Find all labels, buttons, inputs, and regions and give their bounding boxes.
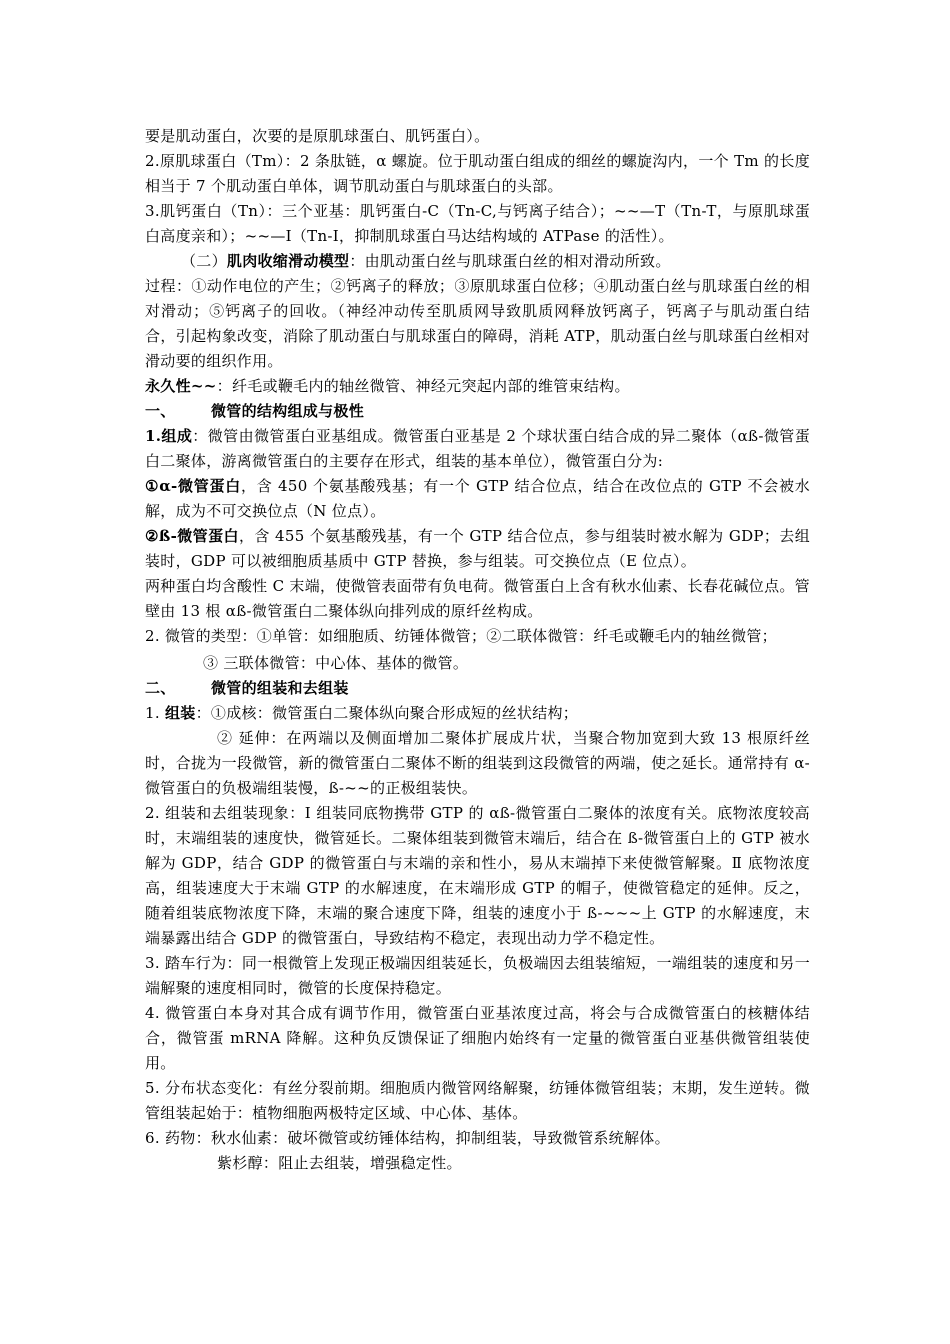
paragraph-taxol: 紫杉醇：阻止去组装，增强稳定性。 — [217, 1154, 462, 1172]
paragraph-c-terminus: 两种蛋白均含酸性 C 末端，使微管表面带有负电荷。微管蛋白上含有秋水仙素、长春花碱位点。管壁由 13 根 αß-微管蛋白二聚体纵向排列成的原纤丝构成。 — [145, 577, 810, 620]
paragraph-troponin: 3.肌钙蛋白（Tn）：三个亚基：肌钙蛋白-C（Tn-C,与钙离子结合）；~~—T（Tn-T，与原肌球蛋白高度亲和）；~~—I（Tn-I，抑制肌球蛋白马达结构域的 ATPase 的活性）。 — [145, 202, 810, 245]
paragraph-assembly — [145, 701, 810, 726]
heading-number: 二、 — [145, 679, 176, 697]
term-permanent: 永久性~~ — [145, 377, 217, 395]
paragraph-permanent — [145, 374, 810, 399]
paragraph-dynamics: 2. 组装和去组装现象：Ⅰ 组装同底物携带 GTP 的 αß-微管蛋白二聚体的浓度有关。底物浓度较高时，末端组装的速度快，微管延长。二聚体组装到微管末端后，结合在 ß-微管蛋白上的 GTP 被水解为 GDP，结合 GDP 的微管蛋白与末端的亲和性小，易从末端掉下来使微管解聚。Ⅱ 底物浓度高，组装速度大于末端 GTP 的水解速度，在末端形成 GTP 的帽子，使微管稳定的延伸。反之，随着组装底物浓度下降，末端的聚合速度下降，组装的速度小于 ß-~~~上 GTP 的水解速度，末端暴露出结合 GDP 的微管蛋白，导致结构不稳定，表现出动力学不稳定性。 — [145, 804, 810, 947]
term-sliding-model: 肌肉收缩滑动模型 — [226, 252, 350, 270]
heading-assembly — [145, 676, 810, 701]
paragraph-text: ，含 455 个氨基酸残基，有一个 GTP 结合位点，参与组装时被水解为 GDP；去组装时，GDP 可以被细胞质基质中 GTP 替换，参与组装。可交换位点（E 位点）。 — [145, 527, 810, 570]
term-beta-tubulin: ②ß-微管蛋白 — [145, 527, 239, 545]
paragraph-process: 过程：①动作电位的产生；②钙离子的释放；③原肌球蛋白位移；④肌动蛋白丝与肌球蛋白丝的相对滑动；⑤钙离子的回收。（神经冲动传至肌质网导致肌质网释放钙离子，钙离子与肌动蛋白结合，引起构象改变，消除了肌动蛋白与肌球蛋白的障碍，消耗 ATP，肌动蛋白丝与肌球蛋白丝相对滑动要的组织作用。 — [145, 277, 810, 370]
paragraph-sliding-model — [145, 249, 810, 274]
paragraph-distribution: 5. 分布状态变化：有丝分裂前期。细胞质内微管网络解聚，纺锤体微管组装；末期，发生逆转。微管组装起始于：植物细胞两极特定区域、中心体、基体。 — [145, 1079, 810, 1122]
paragraph-text: ：①成核：微管蛋白二聚体纵向聚合形成短的丝状结构； — [195, 704, 579, 722]
term-assembly: 组装 — [164, 704, 196, 722]
paragraph-text: ：纤毛或鞭毛内的轴丝微管、神经元突起内部的维管束结构。 — [216, 377, 630, 395]
paragraph-alpha-tubulin — [145, 474, 810, 524]
document-body — [145, 124, 810, 1176]
paragraph-regulation: 4. 微管蛋白本身对其合成有调节作用，微管蛋白亚基浓度过高，将会与合成微管蛋白的核糖体结合，微管蛋 mRNA 降解。这种负反馈保证了细胞内始终有一定量的微管蛋白亚基供微管组装使用。 — [145, 1004, 810, 1072]
paragraph-beta-tubulin — [145, 524, 810, 574]
paragraph-text: ：由肌动蛋白丝与肌球蛋白丝的相对滑动所致。 — [349, 252, 671, 270]
paragraph: 要是肌动蛋白，次要的是原肌球蛋白、肌钙蛋白）。 — [145, 127, 490, 145]
term-alpha-tubulin: ①α-微管蛋白 — [145, 477, 241, 495]
paragraph-text: ：微管由微管蛋白亚基组成。微管蛋白亚基是 2 个球状蛋白结合成的异二聚体（αß-微管蛋白二聚体，游离微管蛋白的主要存在形式，组装的基本单位），微管蛋白分为: — [145, 427, 811, 470]
item-number: 1. — [145, 704, 165, 722]
paragraph-drugs: 6. 药物：秋水仙素：破坏微管或纺锤体结构，抑制组装，导致微管系统解体。 — [145, 1129, 670, 1147]
paragraph-composition — [145, 424, 810, 474]
section-prefix: （二） — [181, 252, 227, 270]
heading-text: 微管的组装和去组装 — [211, 679, 349, 697]
paragraph-elongation: ② 延伸：在两端以及侧面增加二聚体扩展成片状，当聚合物加宽到大致 13 根原纤丝时，合拢为一段微管，新的微管蛋白二聚体不断的组装到这段微管的两端，使之延长。通常持有 α-微管蛋白的负极端组装慢，ß-~~的正极组装快。 — [145, 729, 810, 797]
heading-structure — [145, 399, 810, 424]
paragraph-triplet: ③ 三联体微管：中心体、基体的微管。 — [203, 654, 469, 672]
paragraph-treadmilling: 3. 踏车行为：同一根微管上发现正极端因组装延长，负极端因去组装缩短，一端组装的速度和另一端解聚的速度相同时，微管的长度保持稳定。 — [145, 954, 810, 997]
paragraph-tropomyosin: 2.原肌球蛋白（Tm）：2 条肽链，α 螺旋。位于肌动蛋白组成的细丝的螺旋沟内，一个 Tm 的长度相当于 7 个肌动蛋白单体，调节肌动蛋白与肌球蛋白的头部。 — [145, 152, 810, 195]
paragraph-types: 2. 微管的类型：①单管：如细胞质、纺锤体微管；②二联体微管：纤毛或鞭毛内的轴丝微管； — [145, 627, 777, 645]
heading-number: 一、 — [145, 402, 176, 420]
paragraph-text: ，含 450 个氨基酸残基；有一个 GTP 结合位点，结合在改位点的 GTP 不会被水解，成为不可交换位点（N 位点）。 — [145, 477, 810, 520]
term-composition: 1.组成 — [145, 427, 193, 445]
heading-text: 微管的结构组成与极性 — [211, 402, 365, 420]
